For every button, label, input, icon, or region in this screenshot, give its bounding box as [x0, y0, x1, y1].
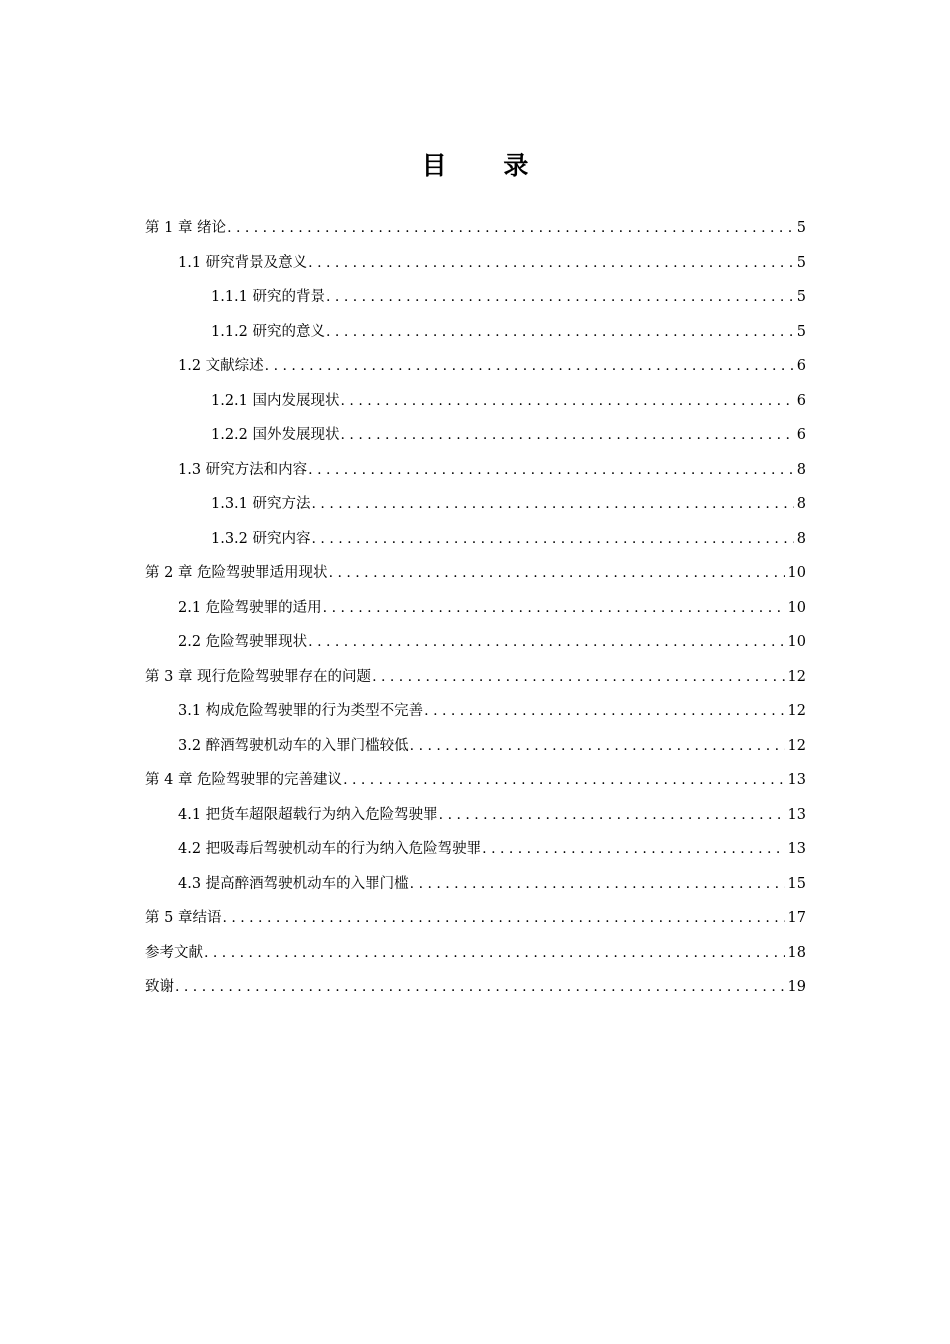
- toc-entry-chapter-4[interactable]: [145, 763, 806, 797]
- page-title: 目 录: [421, 151, 553, 180]
- toc-entry-label: 4.1 把货车超限超载行为纳入危险驾驶罪: [178, 806, 438, 823]
- toc-entry-page: 8: [796, 496, 806, 512]
- toc-entry-1-2-1[interactable]: [211, 384, 806, 418]
- dot-leader: [343, 763, 784, 797]
- toc-entry-page: 10: [787, 634, 806, 650]
- toc-entry-label: 1.3.2 研究内容: [211, 530, 311, 547]
- dot-leader: [312, 522, 794, 556]
- toc-entry-page: 18: [787, 944, 806, 961]
- toc-entry-1-3-1[interactable]: [211, 487, 806, 521]
- toc-entry-page: 17: [787, 910, 806, 926]
- toc-entry-1-1[interactable]: [178, 246, 806, 280]
- toc-entry-label: 第 3 章 现行危险驾驶罪存在的问题: [145, 668, 372, 685]
- toc-entry-label: 1.2.2 国外发展现状: [211, 427, 340, 443]
- toc-entry-acknowledgements[interactable]: [145, 970, 806, 1004]
- toc-entry-label: 1.1 研究背景及意义: [178, 254, 308, 271]
- dot-leader: [329, 556, 785, 590]
- toc-entry-page: 15: [787, 875, 806, 892]
- toc-entry-page: 5: [796, 220, 806, 236]
- dot-leader: [175, 970, 785, 1004]
- toc-entry-label: 4.2 把吸毒后驾驶机动车的行为纳入危险驾驶罪: [178, 841, 482, 857]
- toc-entry-page: 13: [787, 772, 806, 788]
- toc-entry-1-3-2[interactable]: [211, 522, 806, 556]
- dot-leader: [308, 246, 794, 280]
- toc-entry-page: 8: [796, 530, 806, 547]
- toc-entry-page: 13: [787, 841, 806, 857]
- dot-leader: [323, 591, 785, 625]
- toc-entry-page: 19: [787, 979, 806, 995]
- toc-entry-label: 4.3 提高醉酒驾驶机动车的入罪门槛: [178, 875, 409, 892]
- toc-entry-page: 5: [796, 323, 806, 340]
- toc-entry-page: 10: [787, 599, 806, 616]
- toc-entry-label: 第 4 章 危险驾驶罪的完善建议: [145, 772, 343, 788]
- toc-entry-label: 1.3 研究方法和内容: [178, 461, 308, 478]
- toc-entry-page: 6: [796, 392, 806, 409]
- toc-entry-label: 3.2 醉酒驾驶机动车的入罪门槛较低: [178, 737, 409, 754]
- toc-entry-page: 5: [796, 254, 806, 271]
- toc-entry-1-2-2[interactable]: [211, 418, 806, 452]
- toc-entry-label: 参考文献: [145, 944, 203, 961]
- toc-entry-label: 1.1.2 研究的意义: [211, 323, 326, 340]
- toc-entry-label: 1.1.1 研究的背景: [211, 289, 326, 305]
- toc-entry-label: 2.2 危险驾驶罪现状: [178, 634, 308, 650]
- toc-entry-4-2[interactable]: [178, 832, 806, 866]
- dot-leader: [410, 729, 785, 763]
- dot-leader: [482, 832, 784, 866]
- toc-entry-page: 13: [787, 806, 806, 823]
- dot-leader: [308, 625, 784, 659]
- toc-entry-label: 1.2 文献综述: [178, 358, 264, 374]
- toc-entry-1-2[interactable]: [178, 349, 806, 383]
- toc-entry-label: 2.1 危险驾驶罪的适用: [178, 599, 322, 616]
- toc-entry-page: 6: [796, 358, 806, 374]
- dot-leader: [204, 936, 785, 970]
- dot-leader: [312, 487, 794, 521]
- toc-entry-chapter-5[interactable]: [145, 901, 806, 935]
- toc-entry-page: 6: [796, 427, 806, 443]
- dot-leader: [372, 660, 784, 694]
- toc-entry-chapter-1[interactable]: [145, 211, 806, 245]
- toc-entry-page: 10: [787, 565, 806, 581]
- toc-entry-1-1-2[interactable]: [211, 315, 806, 349]
- dot-leader: [326, 315, 794, 349]
- toc-entry-1-3[interactable]: [178, 453, 806, 487]
- toc-entry-3-2[interactable]: [178, 729, 806, 763]
- toc-entry-3-1[interactable]: [178, 694, 806, 728]
- toc-entry-references[interactable]: [145, 936, 806, 970]
- toc-entry-page: 12: [787, 668, 806, 685]
- dot-leader: [439, 798, 785, 832]
- dot-leader: [341, 418, 794, 452]
- toc-entry-page: 12: [787, 737, 806, 754]
- toc-entry-label: 致谢: [145, 979, 174, 995]
- toc-entry-label: 1.2.1 国内发展现状: [211, 392, 340, 409]
- dot-leader: [326, 280, 794, 314]
- toc-entry-page: 5: [796, 289, 806, 305]
- toc-entry-2-2[interactable]: [178, 625, 806, 659]
- dot-leader: [227, 211, 794, 245]
- toc-entry-chapter-2[interactable]: [145, 556, 806, 590]
- dot-leader: [424, 694, 784, 728]
- toc-entry-label: 第 1 章 绪论: [145, 220, 227, 236]
- toc-entry-label: 第 2 章 危险驾驶罪适用现状: [145, 565, 328, 581]
- toc-entry-label: 第 5 章结语: [145, 910, 222, 926]
- toc-entry-page: 8: [796, 461, 806, 478]
- dot-leader: [265, 349, 794, 383]
- toc-entry-chapter-3[interactable]: [145, 660, 806, 694]
- toc-entry-label: 3.1 构成危险驾驶罪的行为类型不完善: [178, 703, 424, 719]
- toc-entry-page: 12: [787, 703, 806, 719]
- toc-entry-2-1[interactable]: [178, 591, 806, 625]
- dot-leader: [308, 453, 794, 487]
- toc-entry-1-1-1[interactable]: [211, 280, 806, 314]
- dot-leader: [410, 867, 785, 901]
- toc-entry-4-1[interactable]: [178, 798, 806, 832]
- dot-leader: [222, 901, 784, 935]
- toc-entry-4-3[interactable]: [178, 867, 806, 901]
- dot-leader: [341, 384, 794, 418]
- toc-entry-label: 1.3.1 研究方法: [211, 496, 311, 512]
